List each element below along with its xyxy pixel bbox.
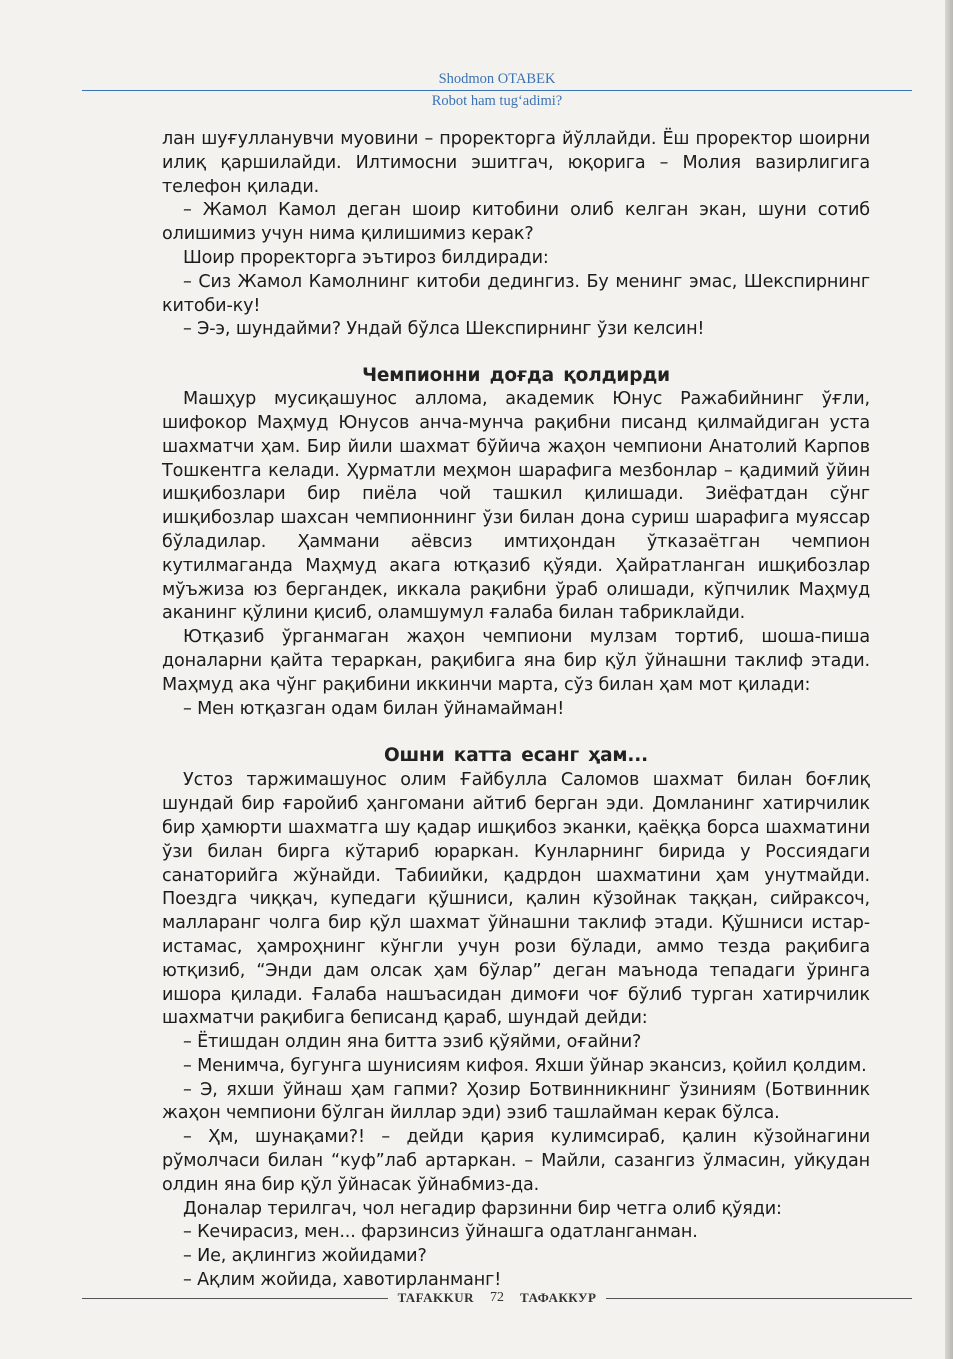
paragraph: – Ётишдан олдин яна битта эзиб қўяйми, оғайни? xyxy=(183,1032,642,1053)
paragraph: Доналар терилгач, чол негадир фарзинни бир четга олиб қўяди: xyxy=(183,1198,782,1219)
paragraph: – Мен ютқазган одам билан ўйнамайман! xyxy=(183,698,565,719)
paragraph: Устоз таржимашунос олим Ғайбулла Саломов шахмат билан боғлиқ шундай бир ғаройиб ҳангомани айтиб берган эди. Домланинг хатирчилик бир ҳамюрти шахматга шу қадар ишқибоз эканки, қаёққа борса шахматини ўзи билан бирга кўтариб юраркан. Кунларнинг бирида у Россиядаги санаторийга жўнайди. Табиийки, қадрдон шахматини ҳам унутмайди. Поездга чиққач, купедаги қўшниси, қалин кўзойнак таққан, сийраксоч, малларанг чолга бир қўл шахмат ўйнашни таклиф этади. Қўшниси истар-истамас, ҳамроҳнинг кўнгли учун рози бўлади, аммо тезда рақибига ютқизиб, “Энди дам олсак ҳам бўлар” деган маънода тепадаги ўринга ишора қилади. Ғалаба нашъасидан димоғи чоғ бўлиб турган хатирчилик шахматчи рақибига беписанд қараб, шундай дейди: xyxy=(162,770,870,1029)
page-number: 72 xyxy=(490,1290,505,1305)
article-body xyxy=(162,128,870,1293)
header-author: Shodmon OTABEK xyxy=(438,71,556,87)
paragraph: – Ақлим жойида, хавотирланманг! xyxy=(183,1270,502,1291)
paragraph: – Жамол Камол деган шоир китобини олиб келган экан, шуни сотиб олишимиз учун нима қилишимиз керак? xyxy=(162,200,870,245)
paragraph: Шоир проректорга эътироз билдиради: xyxy=(183,247,549,268)
paragraph: Ютқазиб ўрганмаган жаҳон чемпиони мулзам тортиб, шоша-пиша доналарни қайта тераркан, рақибига яна бир қўл ўйнашни таклиф этади. Маҳмуд ака чўнг рақибини иккинчи марта, сўз билан ҳам мот қилади: xyxy=(162,627,870,695)
page-edge-shadow xyxy=(945,0,953,1359)
paragraph: – Э, яхши ўйнаш ҳам гапми? Ҳозир Ботвинникнинг ўзиниям (Ботвинник жаҳон чемпиони бўлган йиллар эди) эзиб ташлайман керак бўлса. xyxy=(162,1079,870,1124)
paragraph: – Ие, ақлингиз жойидами? xyxy=(183,1246,427,1267)
footer-rule-right xyxy=(606,1298,912,1299)
section-heading-osh: Ошни катта есанг ҳам... xyxy=(383,745,649,767)
footer-magazine-latin: TAFAKKUR xyxy=(397,1290,475,1305)
footer-rule-left xyxy=(82,1298,388,1299)
paragraph: лан шуғулланувчи муовини – проректорга йўллайди. Ёш проректор шоирни илиқ қаршилайди. Илтимосни эшитгач, юқорига – Молия вазирлигига телефон қилади. xyxy=(162,129,870,197)
paragraph: – Кечирасиз, мен... фарзинсиз ўйнашга одатланганман. xyxy=(183,1222,698,1243)
header-subtitle: Robot ham tug‘adimi? xyxy=(431,93,563,109)
running-footer xyxy=(82,1288,912,1308)
paragraph: Машҳур мусиқашунос аллома, академик Юнус Ражабийнинг ўғли, шифокор Маҳмуд Юнусов анча-мунча рақибни писанд қилмайдиган уста шахматчи ҳам. Бир йили шахмат бўйича жаҳон чемпиони Анатолий Карпов Тошкентга келади. Ҳурматли меҳмон шарафига мезбонлар – қадимий ўйин ишқибозлари бир пиёла чой ташкил қилишади. Зиёфатдан сўнг ишқибозлар шахсан чемпионнинг ўзи билан дона суриш шарафига муяссар бўладилар. Ҳаммани аёвсиз имтиҳондан ўтказаётган чемпион кутилмаганда Маҳмуд акага ютқазиб қўяди. Ҳайратланган ишқибозлар мўъжиза юз бергандек, иккала рақибни ўраб олишади, кўпчилик Маҳмуд аканинг қўлини қисиб, оламшумул ғалаба билан табриклайди. xyxy=(162,389,870,624)
section-heading-champion: Чемпионни доғда қолдирди xyxy=(362,365,670,387)
running-header xyxy=(82,70,912,111)
paragraph: – Сиз Жамол Камолнинг китоби дедингиз. Бу менинг эмас, Шекспирнинг китоби-ку! xyxy=(162,271,870,316)
footer-magazine-cyrillic: ТАФАККУР xyxy=(520,1290,597,1305)
paragraph: – Э-э, шундайми? Ундай бўлса Шекспирнинг ўзи келсин! xyxy=(183,319,705,340)
header-rule xyxy=(82,90,912,91)
paragraph: – Ҳм, шунақами?! – дейди қария кулимсираб, қалин кўзойнагини рўмолчаси билан “куф”лаб артаркан. – Майли, сазангиз ўлмасин, уйқудан олдин яна бир қўл ўйнасак ўйнабмиз-да. xyxy=(162,1127,870,1195)
paragraph: – Менимча, бугунга шунисиям кифоя. Яхши ўйнар экансиз, қойил қолдим. xyxy=(183,1055,867,1076)
